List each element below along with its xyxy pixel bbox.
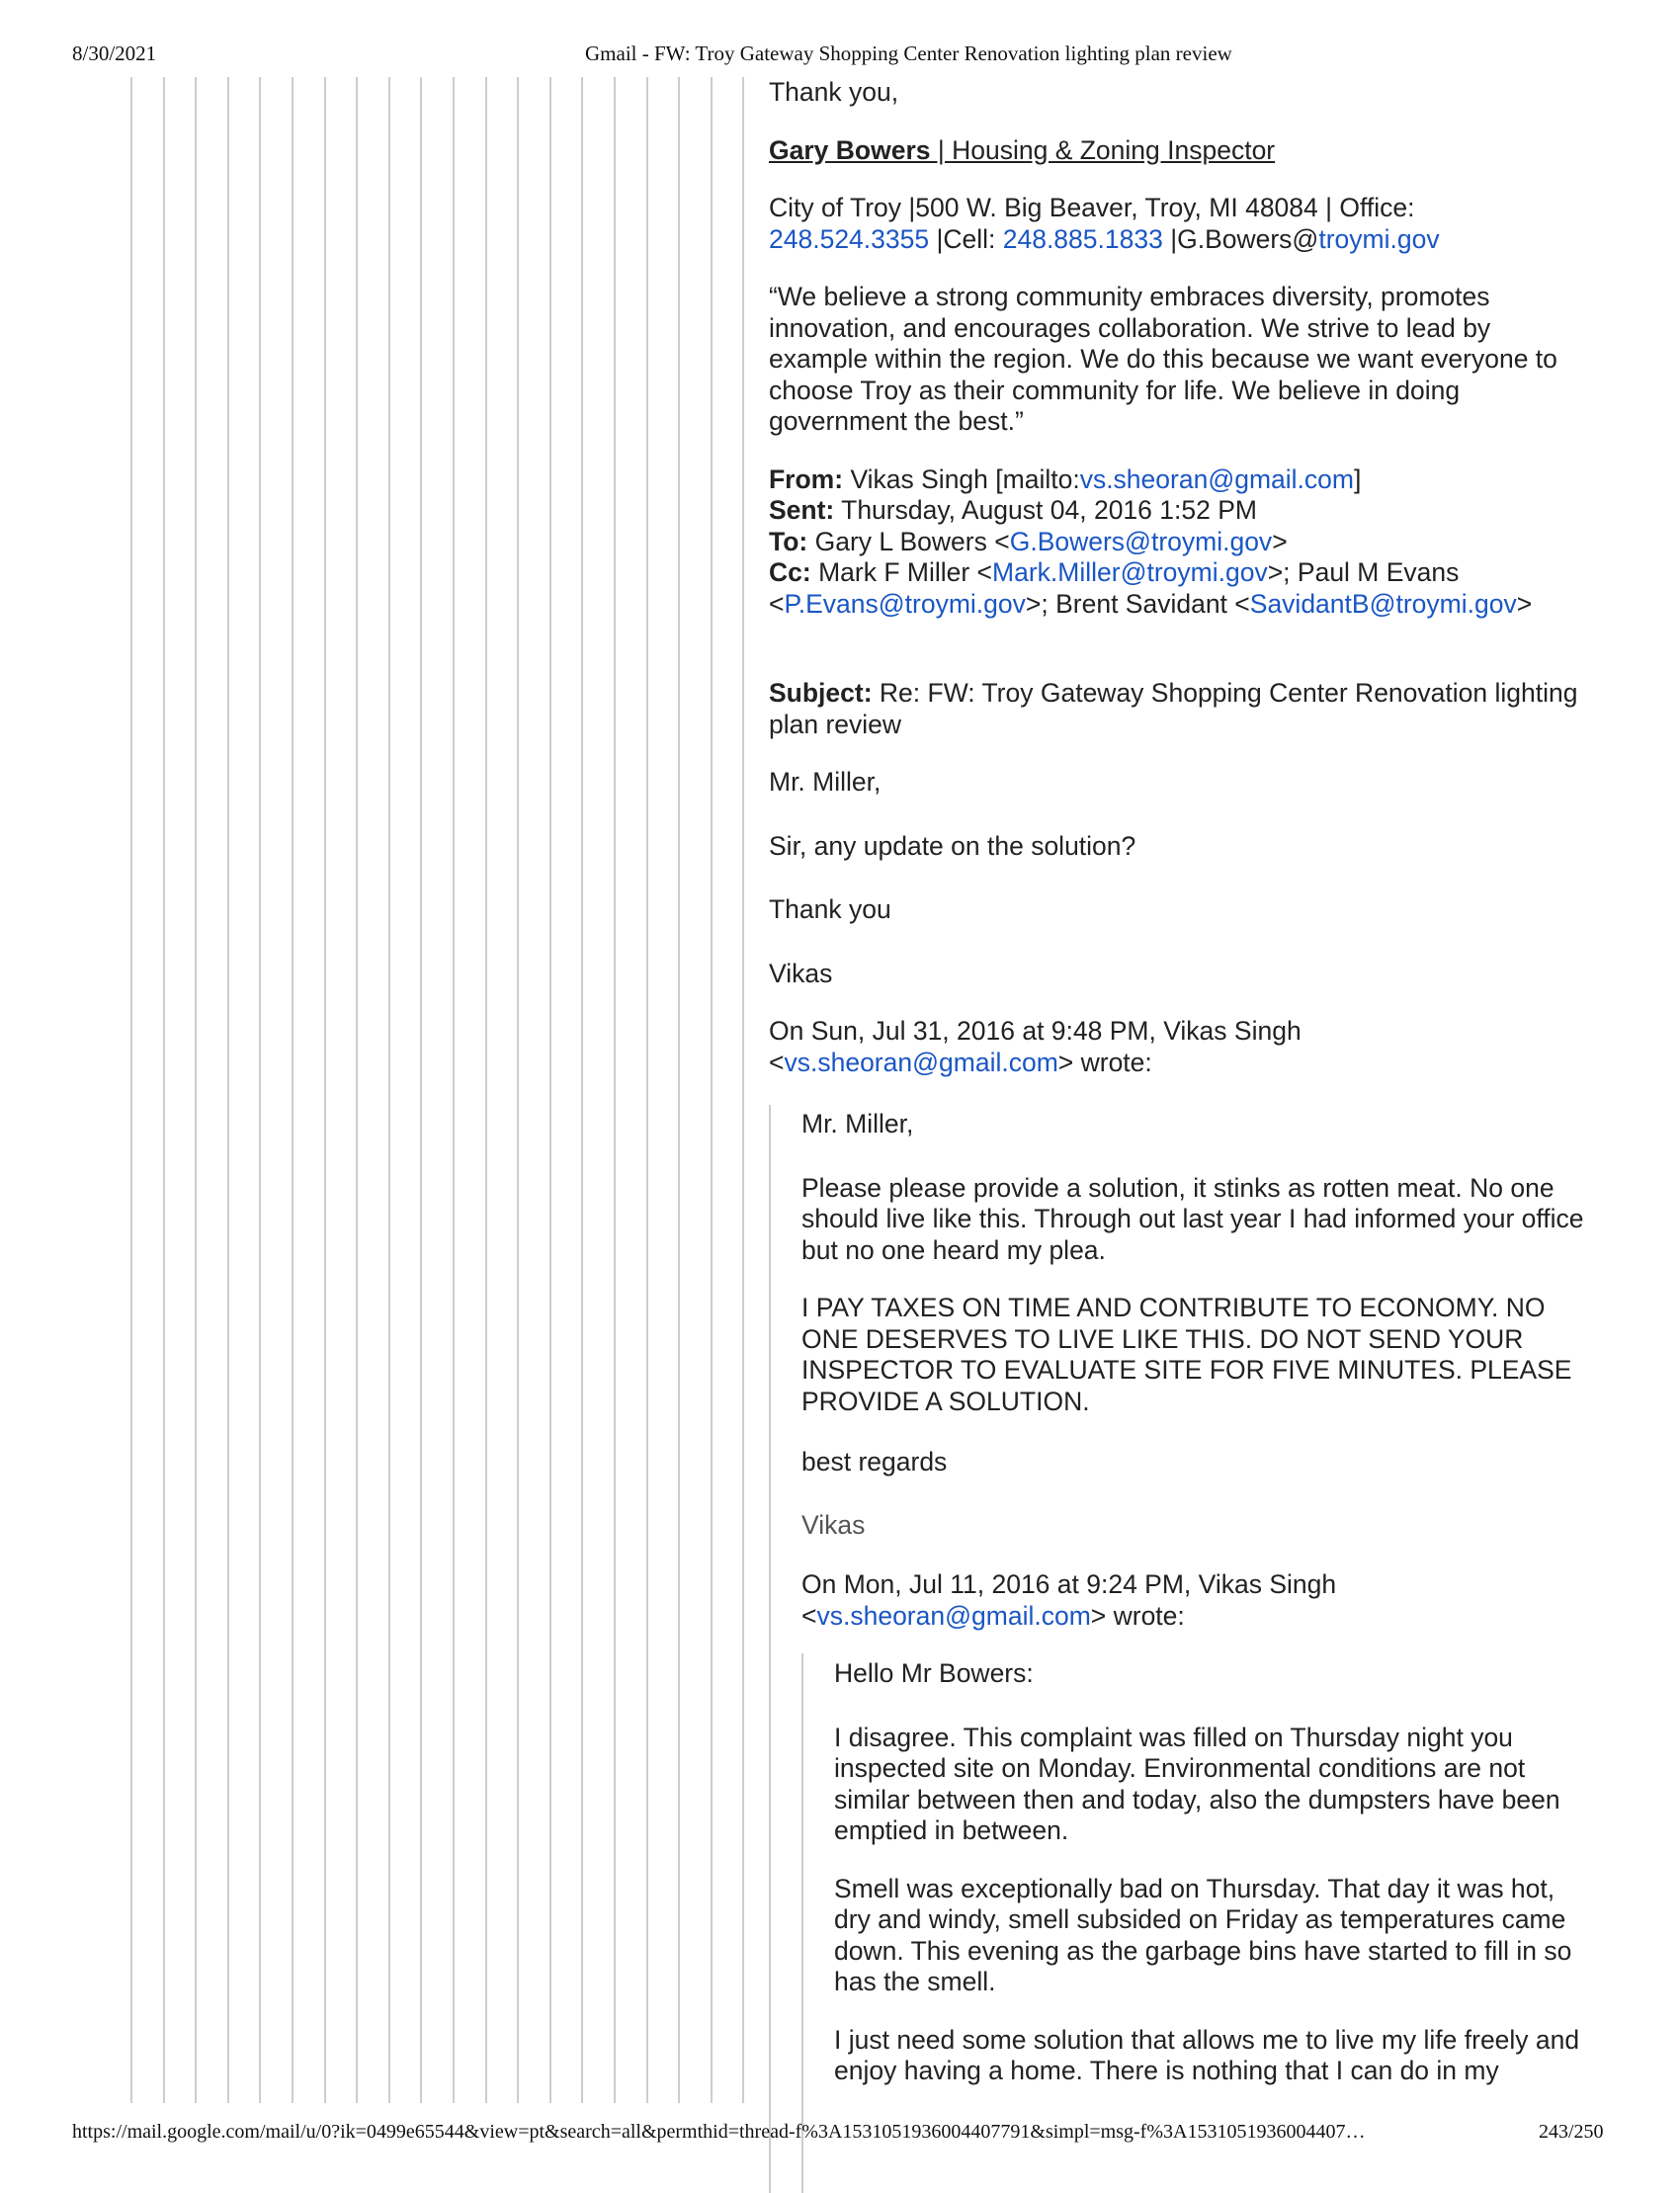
cc-label: Cc: <box>769 557 811 587</box>
signature-contact <box>769 193 1589 255</box>
cc-name-1: Mark F Miller < <box>810 557 993 587</box>
message-header <box>769 464 1589 621</box>
email-prefix: |G.Bowers@ <box>1162 223 1319 254</box>
quoted-paragraph: I disagree. This complaint was filled on Thursday night you inspected site on Monday. Environmental conditions are not similar between then and today, also the dumpsters have been emptied in between. <box>834 1722 1560 1845</box>
quoted-paragraph: I PAY TAXES ON TIME AND CONTRIBUTE TO ECONOMY. NO ONE DESERVES TO LIVE LIKE THIS. DO NOT SEND YOUR INSPECTOR TO EVALUATE SITE FOR FIVE MINUTES. PLEASE PROVIDE A SOLUTION. <box>801 1293 1572 1416</box>
from-value: Vikas Singh [mailto: <box>843 464 1080 494</box>
to-email-link[interactable]: G.Bowers@troymi.gov <box>1009 526 1273 556</box>
message-line: Sir, any update on the solution? <box>769 830 1136 861</box>
quote-guide-line <box>356 77 358 2103</box>
quote-guide-line <box>420 77 422 2103</box>
attribution-prefix: On Sun, Jul 31, 2016 at 9:48 PM, Vikas Singh < <box>769 1016 1302 1077</box>
quoted-message-2 <box>801 1653 1589 2193</box>
subject-line <box>769 678 1589 740</box>
quoted-paragraph: Please please provide a solution, it stinks as rotten meat. No one should live like this. Through out last year I had informed your office but no one heard my plea. <box>801 1172 1584 1265</box>
message-sign: Vikas <box>769 958 833 988</box>
attribution-email-link[interactable]: vs.sheoran@gmail.com <box>816 1600 1091 1631</box>
cc-name-2: >; Paul M Evans < <box>769 557 1460 619</box>
attribution-prefix: On Mon, Jul 11, 2016 at 9:24 PM, Vikas Singh < <box>801 1569 1337 1631</box>
quoted-greeting: Mr. Miller, <box>801 1109 914 1139</box>
cc-email-link-1[interactable]: Mark.Miller@troymi.gov <box>992 557 1268 587</box>
attribution-suffix: > wrote: <box>1090 1600 1185 1631</box>
print-title: Gmail - FW: Troy Gateway Shopping Center Renovation lighting plan review <box>585 42 1232 65</box>
quote-guide-line <box>517 77 519 2103</box>
quote-guide-line <box>195 77 197 2103</box>
email-domain-link[interactable]: troymi.gov <box>1318 223 1440 254</box>
cc-name-3: >; Brent Savidant < <box>1025 588 1250 619</box>
signature-role: | Housing & Zoning Inspector <box>930 134 1276 165</box>
quote-guide-line <box>742 77 744 2103</box>
signature-thanks: Thank you, <box>769 77 899 107</box>
quote-attribution <box>769 1016 1589 1078</box>
subject-label: Subject: <box>769 678 873 708</box>
cell-phone-link[interactable]: 248.885.1833 <box>1002 223 1163 254</box>
quote-guide-line <box>292 77 294 2103</box>
from-email-link[interactable]: vs.sheoran@gmail.com <box>1079 464 1354 494</box>
thread-quote-guides <box>0 77 791 2103</box>
quote-guide-line <box>227 77 229 2103</box>
attribution-suffix: > wrote: <box>1057 1047 1152 1077</box>
quoted-sign: Vikas <box>801 1509 866 1540</box>
cc-email-link-2[interactable]: P.Evans@troymi.gov <box>784 588 1026 619</box>
quote-guide-line <box>678 77 680 2103</box>
quote-guide-line <box>614 77 616 2103</box>
quoted-paragraph: I just need some solution that allows me to live my life freely and enjoy having a home. There is nothing that I can do in my <box>834 2024 1580 2085</box>
from-close: ] <box>1353 464 1362 494</box>
quoted-paragraph: Smell was exceptionally bad on Thursday. That day it was hot, dry and windy, smell subsided on Friday as temperatures came down. This evening as the garbage bins have started to fill in so has the smell. <box>834 1873 1572 1996</box>
quote-guide-line <box>163 77 165 2103</box>
cell-label: |Cell: <box>929 223 1003 254</box>
quote-guide-line <box>646 77 648 2103</box>
quote-guide-line <box>130 77 132 2103</box>
sent-label: Sent: <box>769 495 835 525</box>
quoted-greeting: Hello Mr Bowers: <box>834 1658 1034 1688</box>
cc-email-link-3[interactable]: SavidantB@troymi.gov <box>1249 588 1517 619</box>
quote-guide-line <box>453 77 455 2103</box>
quoted-message-1 <box>769 1105 1589 2193</box>
quote-guide-line <box>259 77 261 2103</box>
message-thanks: Thank you <box>769 894 891 924</box>
quoted-regards: best regards <box>801 1447 948 1476</box>
subject-value: Re: FW: Troy Gateway Shopping Center Renovation lighting plan review <box>769 678 1578 739</box>
signature-address: City of Troy |500 W. Big Beaver, Troy, MI 48084 | Office: <box>769 193 1415 222</box>
from-label: From: <box>769 464 844 494</box>
print-url: https://mail.google.com/mail/u/0?ik=0499e65544&view=pt&search=all&permthid=thread-f%3A1531051936004407791&simpl=msg-f%3A1531051936004407… <box>72 2121 1366 2143</box>
cc-close: > <box>1516 588 1533 619</box>
office-phone-link[interactable]: 248.524.3355 <box>769 223 930 254</box>
quote-guide-line <box>485 77 487 2103</box>
print-date: 8/30/2021 <box>72 42 157 65</box>
signature-quote: “We believe a strong community embraces diversity, promotes innovation, and encourages collaboration. We strive to lead by example within the region. We do this because we want everyone to choose Troy as their community for life. We believe in doing government the best.” <box>769 282 1557 436</box>
message-greeting: Mr. Miller, <box>769 767 882 797</box>
quote-guide-line <box>711 77 713 2103</box>
signature-name: Gary Bowers <box>769 134 931 165</box>
quote-attribution <box>801 1569 1589 1632</box>
quote-guide-line <box>324 77 326 2103</box>
signature-name-line <box>769 135 1589 167</box>
quote-guide-line <box>581 77 583 2103</box>
quote-guide-line <box>388 77 390 2103</box>
to-name: Gary L Bowers < <box>807 526 1010 556</box>
email-thread <box>769 77 1589 2193</box>
page-number: 243/250 <box>1539 2121 1604 2143</box>
attribution-email-link[interactable]: vs.sheoran@gmail.com <box>784 1047 1058 1077</box>
sent-value: Thursday, August 04, 2016 1:52 PM <box>834 495 1257 525</box>
to-label: To: <box>769 526 808 556</box>
to-close: > <box>1272 526 1288 556</box>
quote-guide-line <box>549 77 551 2103</box>
